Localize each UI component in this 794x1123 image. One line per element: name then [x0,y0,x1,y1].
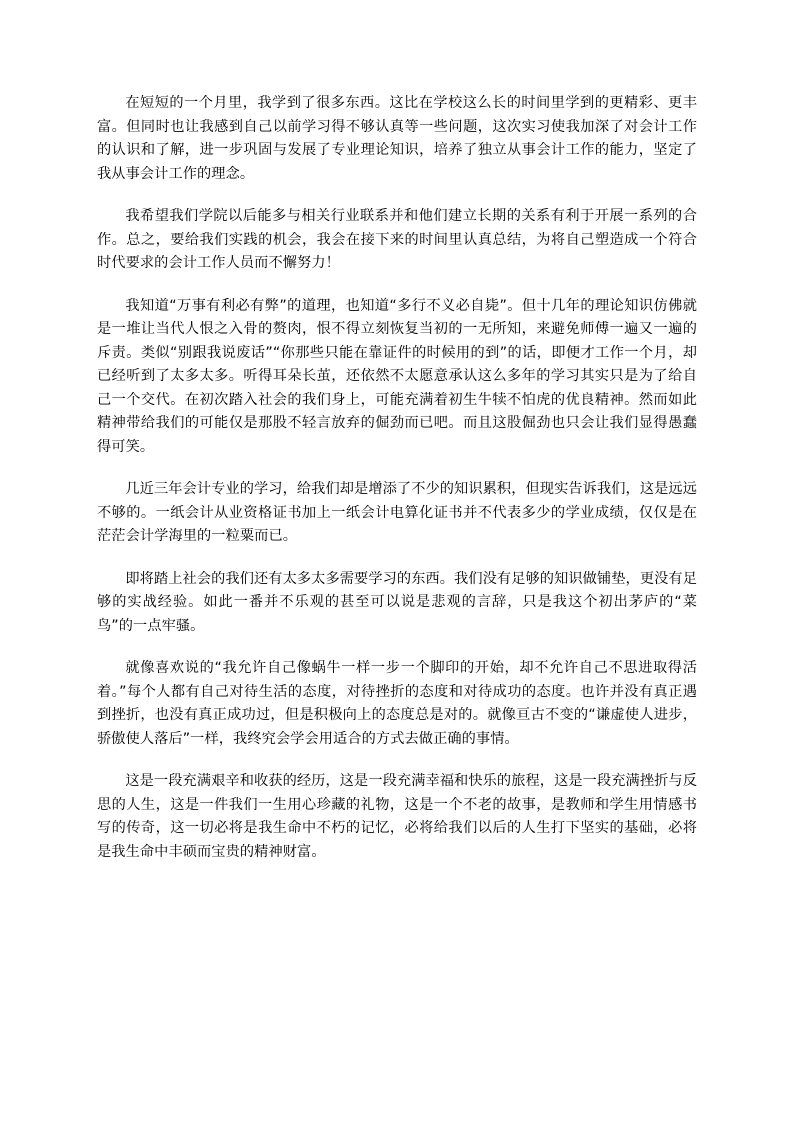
paragraph-2: 我希望我们学院以后能多与相关行业联系并和他们建立长期的关系有利于开展一系列的合作。总之，要给我们实践的机会，我会在接下来的时间里认真总结，为将自己塑造成一个符合时代要求的会计工作人员而不懈努力！ [97,208,697,271]
paragraph-3: 我知道“万事有利必有弊”的道理，也知道“多行不义必自毙”。但十几年的理论知识仿佛就是一堆让当代人恨之入骨的赘肉，恨不得立刻恢复当初的一无所知，来避免师傅一遍又一遍的斥责。类似“别跟我说废话”“你那些只能在靠证件的时候用的到”的话，即便才工作一个月，却已经听到了太多太多。听得耳朵长茧，还依然不太愿意承认这么多年的学习其实只是为了给自己一个交代。在初次踏入社会的我们身上，可能充满着初生牛犊不怕虎的优良精神。然而如此精神带给我们的可能仅是那股不轻言放弃的倔劲而已吧。而且这股倔劲也只会让我们显得愚蠢得可笑。 [97,297,697,455]
paragraph-4: 几近三年会计专业的学习，给我们却是增添了不少的知识累积，但现实告诉我们，这是远远不够的。一纸会计从业资格证书加上一纸会计电算化证书并不代表多少的学业成绩，仅仅是在茫茫会计学海里的一粒粟而已。 [97,481,697,544]
paragraph-6: 就像喜欢说的“我允许自己像蜗牛一样一步一个脚印的开始，却不允许自己不思进取得活着。”每个人都有自己对待生活的态度，对待挫折的态度和对待成功的态度。也许并没有真正遇到挫折，也没有真正成功过，但是积极向上的态度总是对的。就像亘古不变的“谦虚使人进步，骄傲使人落后”一样，我终究会学会用适合的方式去做正确的事情。 [97,660,697,747]
paragraph-1: 在短短的一个月里，我学到了很多东西。这比在学校这么长的时间里学到的更精彩、更丰富。但同时也让我感到自己以前学习得不够认真等一些问题，这次实习使我加深了对会计工作的认识和了解，进一步巩固与发展了专业理论知识，培养了独立从事会计工作的能力，坚定了我从事会计工作的理念。 [97,95,697,182]
paragraph-5: 即将踏上社会的我们还有太多太多需要学习的东西。我们没有足够的知识做铺垫，更没有足够的实战经验。如此一番并不乐观的甚至可以说是悲观的言辞，只是我这个初出茅庐的“菜鸟”的一点牢骚。 [97,570,697,634]
paragraph-7: 这是一段充满艰辛和收获的经历，这是一段充满幸福和快乐的旅程，这是一段充满挫折与反思的人生，这是一件我们一生用心珍藏的礼物，这是一个不老的故事，是教师和学生用情感书写的传奇，这一切必将是我生命中不朽的记忆，必将给我们以后的人生打下坚实的基础，必将是我生命中丰硕而宝贵的精神财富。 [97,773,697,860]
document-body [97,92,697,883]
